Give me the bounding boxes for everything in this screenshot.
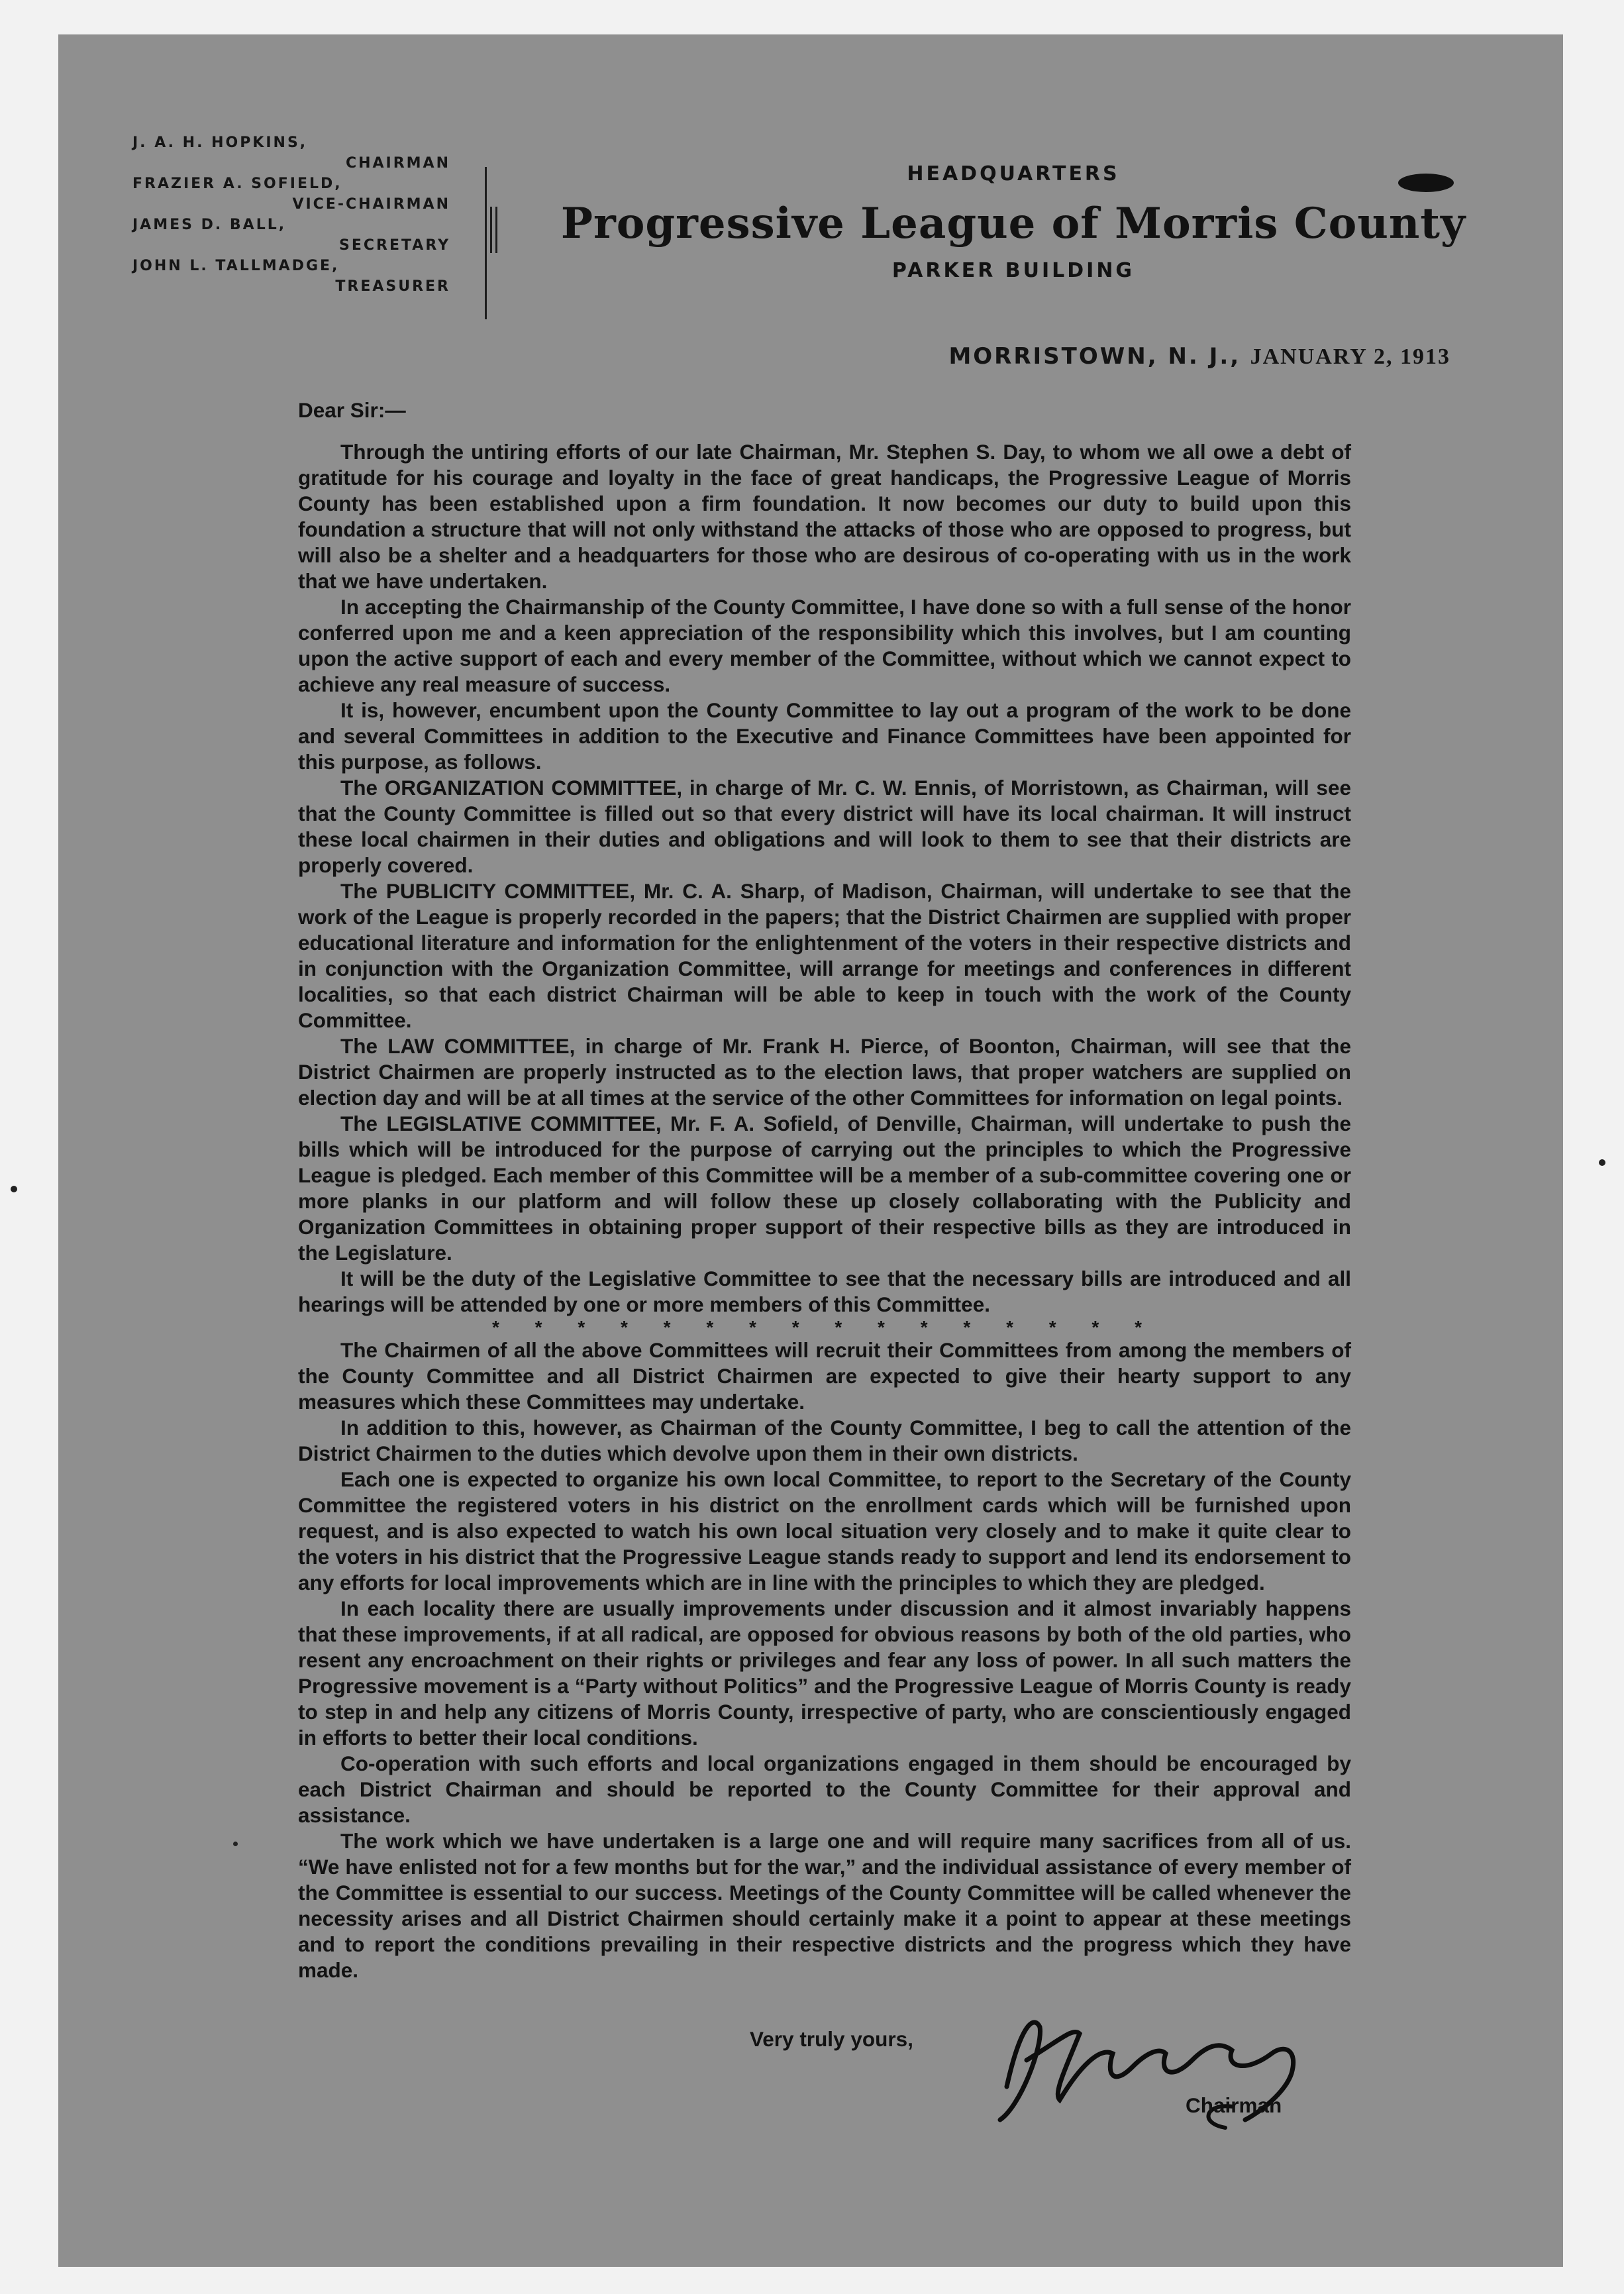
officer-name: FRAZIER A. SOFIELD, (132, 176, 342, 192)
officer-name: JOHN L. TALLMADGE, (132, 258, 340, 274)
letterhead-divider (481, 167, 507, 319)
ink-blot-icon (1396, 171, 1456, 195)
officer-name: J. A. H. HOPKINS, (132, 134, 308, 151)
closing: Very truly yours, (750, 2027, 913, 2051)
section-separator: * * * * * * * * * * * * * * * * (491, 1317, 1158, 1337)
letter-body (298, 397, 1351, 1983)
signer-title: Chairman (1186, 2093, 1282, 2117)
dateline-city: MORRISTOWN, N. J., (948, 343, 1241, 370)
officer-chairman (132, 132, 450, 174)
dateline-date: JANUARY 2, 1913 (1250, 344, 1450, 369)
paragraph: The Chairmen of all the above Committees will recruit their Committees from among the members of the County Committee and all District Chairmen are expected to give their hearty support to any measures which these Committees may undertake. (298, 1338, 1351, 1414)
officer-role: TREASURER (335, 278, 450, 295)
divider-rule (495, 207, 497, 253)
paragraph: The LAW COMMITTEE, in charge of Mr. Frank H. Pierce, of Boonton, Chairman, will see that the District Chairmen are properly instructed as to the election laws, that proper watchers are supplied on election day and will be at all times at the service of the other Committees for information on legal points. (298, 1034, 1351, 1110)
paragraph: The ORGANIZATION COMMITTEE, in charge of Mr. C. W. Ennis, of Morristown, as Chairman, will see that the County Committee is filled out so that every district will have its local chairman. It will instruct these local chairmen in their duties and obligations and will look to them to see that their districts are properly covered. (298, 776, 1351, 877)
paragraph: In addition to this, however, as Chairman of the County Committee, I beg to call the attention of the District Chairmen to the duties which devolve upon them in their own districts. (298, 1416, 1351, 1465)
headquarters-label: HEADQUARTERS (907, 162, 1120, 185)
paragraph: The PUBLICITY COMMITTEE, Mr. C. A. Sharp, of Madison, Chairman, will undertake to see that the work of the League is properly recorded in the papers; that the District Chairmen are supplied with proper educational literature and information for the enlightenment of the voters in their respective districts and in conjunction with the Organization Committee, will arrange for meetings and conferences in different localities, so that each district Chairman will be able to keep in touch with the work of the County Committee. (298, 879, 1351, 1032)
officer-role: CHAIRMAN (345, 155, 450, 172)
officer-vice-chairman (132, 174, 450, 215)
scan-mark (11, 1186, 17, 1192)
paragraph: The work which we have undertaken is a large one and will require many sacrifices from all of us. “We have enlisted not for a few months but for the war,” and the individual assistance of every member of the Committee is essential to our success. Meetings of the County Committee will be called whenever the necessity arises and all District Chairmen should certainly make it a point to appear at these meetings and to report the conditions prevailing in their respective districts and the progress which they have made. (298, 1829, 1351, 1982)
dateline (854, 343, 1450, 370)
paragraph: Co-operation with such efforts and local organizations engaged in them should be encouraged by each District Chairman and should be reported to the County Committee for their approval and assistance. (298, 1751, 1351, 1827)
scan-mark (1599, 1159, 1605, 1166)
organization-name: Progressive League of Morris County (560, 199, 1466, 248)
paragraph: Each one is expected to organize his own local Committee, to report to the Secretary of the County Committee the registered voters in his district on the enrollment cards which will be furnished upon request, and is also expected to watch his own local situation very closely and to make it quite clear to the voters in his district that the Progressive League stands ready to support and lend its endorsement to any efforts for local improvements which are in line with the principles to which they are pledged. (298, 1467, 1351, 1594)
officer-secretary (132, 215, 450, 256)
divider-rule (485, 167, 487, 319)
officer-role: VICE-CHAIRMAN (292, 196, 450, 213)
building-name: PARKER BUILDING (891, 259, 1135, 282)
scan-mark (233, 1842, 238, 1846)
paragraph: It is, however, encumbent upon the County Committee to lay out a program of the work to be done and several Committees in addition to the Executive and Finance Committees have been appointed for this purpose, as follows. (298, 698, 1351, 774)
paragraph: The LEGISLATIVE COMMITTEE, Mr. F. A. Sofield, of Denville, Chairman, will undertake to push the bills which will be introduced for the purpose of carrying out the principles to which the Progressive League is pledged. Each member of this Committee will be a member of a sub-committee covering one or more planks in our platform and will follow these up closely collaborating with the Publicity and Organization Committees in obtaining proper support of their respective bills as they are introduced in the Legislature. (298, 1112, 1351, 1265)
greeting: Dear Sir:— (298, 398, 406, 422)
letterhead-masthead (550, 162, 1477, 282)
paragraph: In accepting the Chairmanship of the County Committee, I have done so with a full sense of the honor conferred upon me and a keen appreciation of the responsibility which this involves, but I am counting upon the active support of each and every member of the Committee, without which we cannot expect to achieve any real measure of success. (298, 595, 1351, 696)
paragraph: It will be the duty of the Legislative Committee to see that the necessary bills are introduced and all hearings will be attended by one or more members of this Committee. (298, 1267, 1351, 1316)
paragraph: In each locality there are usually improvements under discussion and it almost invariably happens that these improvements, if at all radical, are opposed for obvious reasons by both of the old parties, who resent any encroachment on their rights or privileges and fear any loss of power. In all such matters the Progressive movement is a “Party without Politics” and the Progressive League of Morris County is ready to step in and help any citizens of Morris County, irrespective of party, who are conscientiously engaged in efforts to better their local conditions. (298, 1596, 1351, 1749)
divider-rule (490, 207, 492, 253)
officers-list (132, 132, 450, 297)
officer-treasurer (132, 256, 450, 297)
officer-name: JAMES D. BALL, (132, 217, 287, 233)
officer-role: SECRETARY (339, 237, 450, 254)
paragraph: Through the untiring efforts of our late Chairman, Mr. Stephen S. Day, to whom we all owe a debt of gratitude for his courage and loyalty in the face of great handicaps, the Progressive League of Morris County has been established upon a firm foundation. It now becomes our duty to build upon this foundation a structure that will not only withstand the attacks of those who are opposed to progress, but will also be a shelter and a headquarters for those who are desirous of co-operating with us in the work that we have undertaken. (298, 440, 1351, 593)
